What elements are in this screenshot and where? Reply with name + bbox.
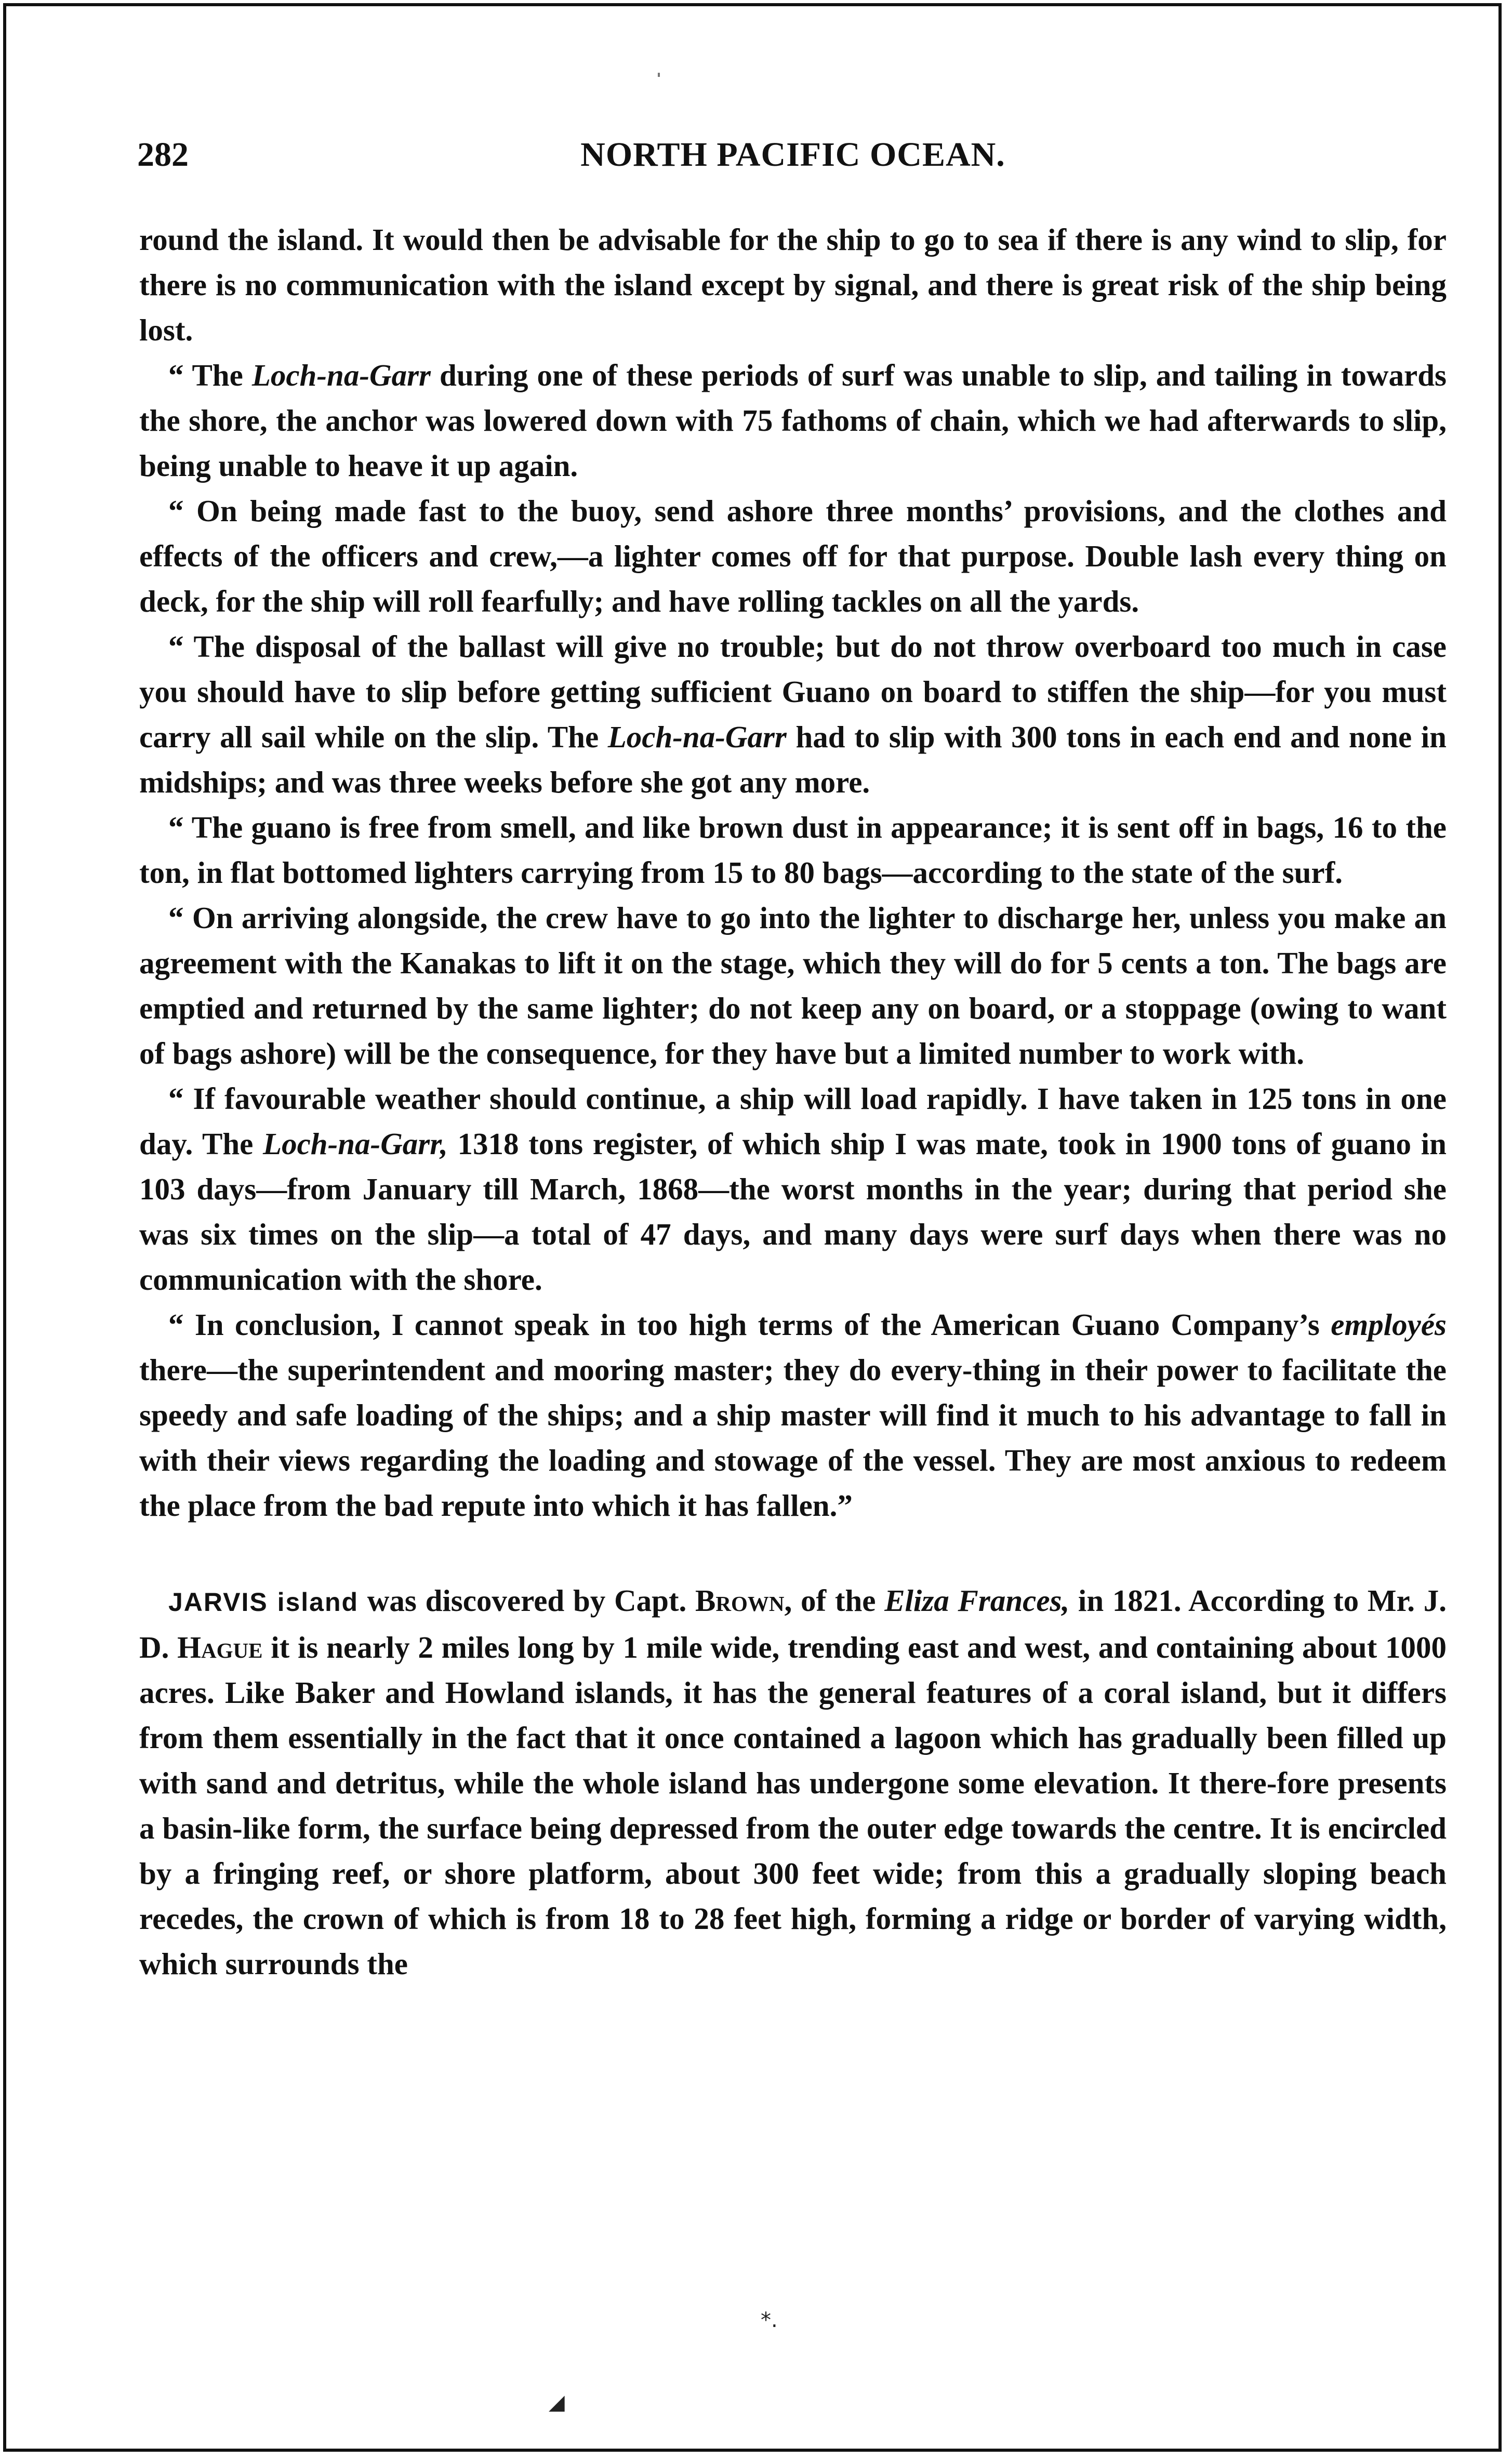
paragraph-8-text-a: “ In conclusion, I cannot speak in too high terms of the American Guano Company’s — [168, 1307, 1331, 1342]
paragraph-2-text-a: “ The — [168, 358, 252, 392]
section-gap — [139, 1528, 1447, 1578]
paragraph-2 — [139, 353, 1447, 488]
paragraph-2-text-b: during one of these periods of surf was unable to slip, and tailing in towards the shore, the anchor was lowered down with 75 fathoms of chain, which we had afterwards to slip, being unable to heave it up again. — [139, 358, 1447, 483]
footnote-mark: *. — [761, 2308, 778, 2332]
jarvis-paragraph — [139, 1578, 1447, 1987]
paragraph-4-text-b: had to slip with 300 tons in each end and none in midships; and was three weeks before she got any more. — [139, 720, 1447, 799]
paragraph-5 — [139, 805, 1447, 895]
ship-name-eliza-frances: Eliza Frances, — [884, 1583, 1070, 1618]
paragraph-3-text: “ On being made fast to the buoy, send ashore three months’ provisions, and the clothes and effects of the officers and crew,—a lighter comes off for that purpose. Double lash every thing on deck, for the ship will roll fearfully; and have rolling tackles on all the yards. — [139, 494, 1447, 618]
paragraph-8-text-b: there—the superintendent and mooring master; they do every-thing in their power to facilitate the speedy and safe loading of the ships; and a ship master will find it much to his advantage to fall in with their views regarding the loading and stowage of the vessel. They are most anxious to redeem the place from the bad repute into which it has fallen.” — [139, 1353, 1447, 1523]
jarvis-heading: JARVIS island — [168, 1588, 359, 1617]
paragraph-6 — [139, 895, 1447, 1076]
paragraph-7-text-a: “ If favourable weather should continue, a ship will load rapidly. I have taken in 125 tons in one day. The — [139, 1081, 1447, 1161]
paragraph-5-text: “ The guano is free from smell, and like brown dust in appearance; it is sent off in bags, 16 to the ton, in flat bottomed lighters carrying from 15 to 80 bags—according to the state of the surf. — [139, 810, 1447, 890]
body-text — [139, 217, 1447, 1987]
scan-dot — [658, 73, 660, 77]
paragraph-1 — [139, 217, 1447, 353]
scan-mark-icon: ◢ — [549, 2390, 565, 2414]
jarvis-text-a: was discovered by Capt. — [359, 1583, 696, 1618]
page-number: 282 — [137, 136, 189, 174]
jarvis-text-c: in 1821. According to Mr. J. D. — [139, 1583, 1447, 1664]
jarvis-text-b: , of the — [784, 1583, 885, 1618]
paragraph-8 — [139, 1302, 1447, 1528]
paragraph-1-text: round the island. It would then be advisable for the ship to go to sea if there is any wind to slip, for there is no communication with the island except by signal, and there is great risk of the ship being lost. — [139, 222, 1447, 347]
page-title: NORTH PACIFIC OCEAN. — [580, 136, 1005, 174]
ship-name-italic: Loch-na-Garr, — [263, 1127, 448, 1161]
person-name-brown: Brown — [695, 1583, 785, 1618]
paragraph-7 — [139, 1076, 1447, 1302]
running-head — [137, 129, 1449, 181]
ship-name-italic: Loch-na-Garr — [607, 720, 787, 754]
ship-name-italic: Loch-na-Garr — [251, 358, 431, 392]
paragraph-7-text-b: 1318 tons register, of which ship I was mate, took in 1900 tons of guano in 103 days—from January till March, 1868—the worst months in the year; during that period she was six times on the slip—a total of 47 days, and many days were surf days when there was no communication with the shore. — [139, 1127, 1447, 1297]
jarvis-text-d: it is nearly 2 miles long by 1 mile wide, trending east and west, and containing about 1000 acres. Like Baker and Howland islands, it has the general features of a coral island, but it differs from them essentially in the fact that it once contained a lagoon which has gradually been filled up with sand and detritus, while the whole island has undergone some elevation. It there-fore presents a basin-like form, the surface being depressed from the outer edge towards the centre. It is encircled by a fringing reef, or shore platform, about 300 feet wide; from this a gradually sloping beach recedes, the crown of which is from 18 to 28 feet high, forming a ridge or border of varying width, which surrounds the — [139, 1630, 1447, 1981]
paragraph-3 — [139, 488, 1447, 624]
paragraph-6-text: “ On arriving alongside, the crew have to go into the lighter to discharge her, unless you make an agreement with the Kanakas to lift it on the stage, which they will do for 5 cents a ton. The bags are emptied and returned by the same lighter; do not keep any on board, or a stoppage (owing to want of bags ashore) will be the consequence, for they have but a limited number to work with. — [139, 901, 1447, 1070]
employes-italic: employés — [1331, 1307, 1447, 1342]
person-name-hague: Hague — [177, 1630, 263, 1664]
paragraph-4 — [139, 624, 1447, 805]
paragraph-4-text-a: “ The disposal of the ballast will give no trouble; but do not throw overboard too much in case you should have to slip before getting sufficient Guano on board to stiffen the ship—for you must carry all sail while on the slip. The — [139, 629, 1447, 754]
